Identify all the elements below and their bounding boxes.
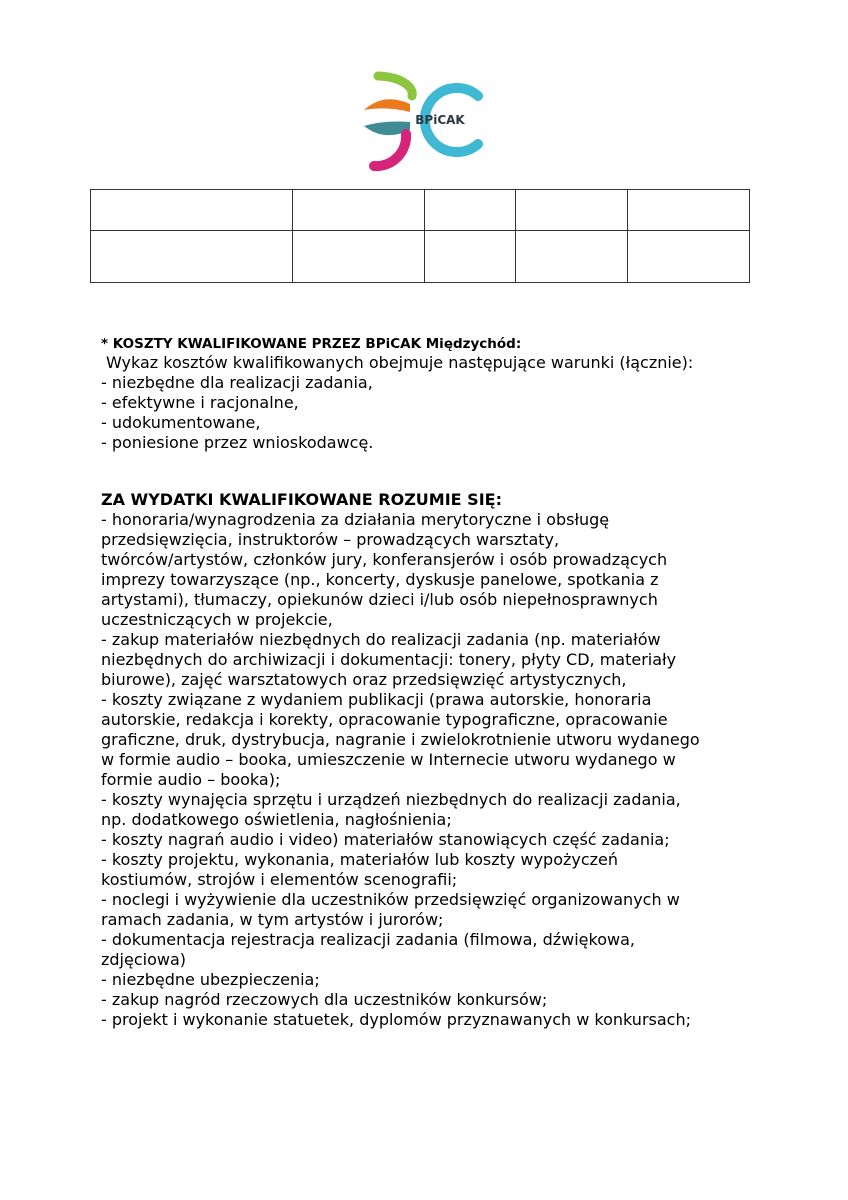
table-cell: [425, 190, 516, 231]
table-cell: [293, 231, 425, 283]
list-item: - niezbędne dla realizacji zadania,: [101, 373, 373, 392]
table-cell: [425, 231, 516, 283]
section-title: * KOSZTY KWALIFIKOWANE PRZEZ BPiCAK Międzychód:: [101, 336, 522, 352]
table-cell: [628, 231, 750, 283]
logo-green-arc: [378, 76, 412, 96]
list-item: - honoraria/wynagrodzenia za działania merytoryczne i obsługę przedsięwzięcia, instruktorów – prowadzących warsztaty, twórców/artystów, członków jury, konferansjerów i osób prowadzących imprezy towarzyszące (np., koncerty, dyskusje panelowe, spotkania z artystami), tłumaczy, opiekunów dzieci i/lub osób niepełnosprawnych uczestniczących w projekcie,: [101, 510, 668, 629]
list-item: - poniesione przez wnioskodawcę.: [101, 433, 374, 452]
table-cell: [91, 190, 293, 231]
list-item: - zakup nagród rzeczowych dla uczestników konkursów;: [101, 990, 548, 1009]
table-cell: [516, 190, 628, 231]
section-intro: Wykaz kosztów kwalifikowanych obejmuje następujące warunki (łącznie):: [106, 353, 694, 372]
logo-text: BPiCAK: [415, 113, 465, 127]
list-item: - koszty wynajęcia sprzętu i urządzeń niezbędnych do realizacji zadania, np. dodatkowego oświetlenia, nagłośnienia;: [101, 790, 681, 829]
table-row: [91, 190, 750, 231]
table-cell: [91, 231, 293, 283]
list-item: - projekt i wykonanie statuetek, dyplomów przyznawanych w konkursach;: [101, 1010, 691, 1029]
table-cell: [293, 190, 425, 231]
list-item: - zakup materiałów niezbędnych do realizacji zadania (np. materiałów niezbędnych do archiwizacji i dokumentacji: tonery, płyty CD, materiały biurowe), zajęć warsztatowych oraz przedsięwzięć artystycznych,: [101, 630, 677, 689]
list-item: - dokumentacja rejestracja realizacji zadania (filmowa, dźwiękowa, zdjęciowa): [101, 930, 635, 969]
bpicak-logo: [360, 62, 490, 174]
list-item: - koszty projektu, wykonania, materiałów lub koszty wypożyczeń kostiumów, strojów i elementów scenografii;: [101, 850, 619, 889]
logo-orange-shape: [364, 99, 410, 112]
table-row: [91, 231, 750, 283]
list-item: - udokumentowane,: [101, 413, 261, 432]
list-item: - koszty związane z wydaniem publikacji (prawa autorskie, honoraria autorskie, redakcja i korekty, opracowanie typograficzne, opracowanie graficzne, druk, dystrybucja, nagranie i zwielokrotnienie utworu wydanego w formie audio – booka, umieszczenie w Internecie utworu wydanego w formie audio – booka);: [101, 690, 700, 789]
table-cell: [628, 190, 750, 231]
list-item: - niezbędne ubezpieczenia;: [101, 970, 320, 989]
section-title: ZA WYDATKI KWALIFIKOWANE ROZUMIE SIĘ:: [101, 490, 502, 509]
list-item: - efektywne i racjonalne,: [101, 393, 299, 412]
eligible-expenses-section: [101, 490, 761, 1030]
list-item: - noclegi i wyżywienie dla uczestników przedsięwzięć organizowanych w ramach zadania, w tym artystów i jurorów;: [101, 890, 680, 929]
logo-magenta-arc: [374, 134, 406, 166]
qualified-costs-section: [101, 335, 761, 453]
list-item: - koszty nagrań audio i video) materiałów stanowiących część zadania;: [101, 830, 670, 849]
table-cell: [516, 231, 628, 283]
empty-table: [90, 189, 750, 283]
